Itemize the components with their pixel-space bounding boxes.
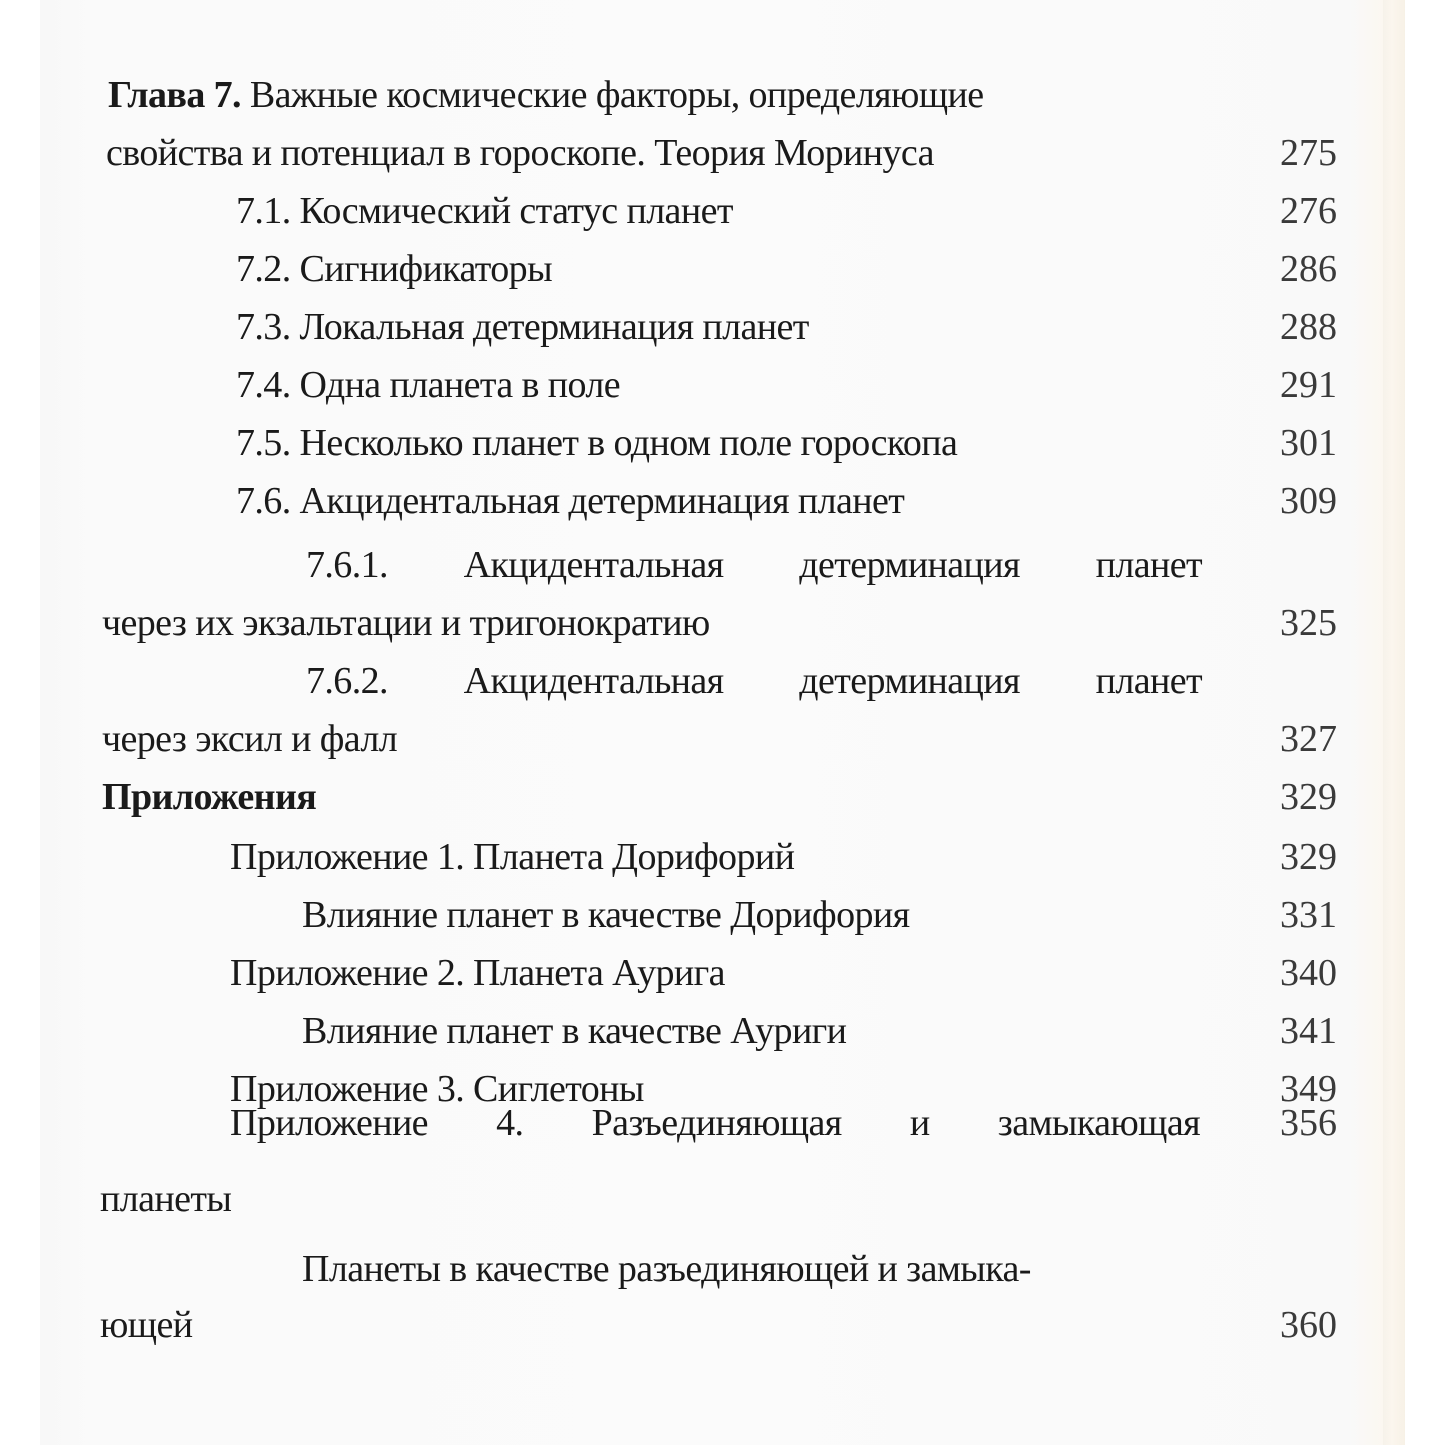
toc-entry-7-6-1-cont <box>40 594 1405 652</box>
appendices-heading: Приложения <box>102 776 317 818</box>
toc-entry-7-1 <box>40 182 1405 240</box>
page-number: 327 <box>1280 718 1337 760</box>
toc-entry-7-3 <box>40 298 1405 356</box>
toc-entry-appendix-1 <box>40 828 1405 886</box>
page-number: 329 <box>1280 776 1337 818</box>
book-page <box>40 0 1405 1445</box>
entry-title: Влияние планет в качестве Дорифория <box>302 894 910 936</box>
toc-entry-7-5 <box>40 414 1405 472</box>
entry-title: 7.1. Космический статус планет <box>236 190 733 232</box>
chapter-title-cont: свойства и потенциал в гороскопе. Теория Моринуса <box>106 132 934 174</box>
entry-title: 7.4. Одна планета в поле <box>236 364 620 406</box>
toc-entry-appendices <box>40 768 1405 826</box>
entry-title: Приложение 4. Разъединяющая и замыкающая <box>230 1102 1200 1144</box>
page-number: 356 <box>1280 1102 1337 1144</box>
chapter-title: Важные космические факторы, определяющие <box>249 74 984 116</box>
toc-entry-appendix-2-sub <box>40 1002 1405 1060</box>
page-number: 275 <box>1280 132 1337 174</box>
page-number: 288 <box>1280 306 1337 348</box>
toc-entry-7-6-2 <box>40 652 1405 710</box>
entry-title: Приложение 2. Планета Аурига <box>230 952 725 994</box>
page-number: 329 <box>1280 836 1337 878</box>
page-number: 360 <box>1280 1304 1337 1346</box>
entry-title: 7.2. Сигнификаторы <box>236 248 553 290</box>
page-number: 276 <box>1280 190 1337 232</box>
page-number: 309 <box>1280 480 1337 522</box>
chapter-label: Глава 7. <box>108 74 241 116</box>
toc-entry-7-4 <box>40 356 1405 414</box>
entry-title: 7.6.1. Акцидентальная детерминация планет <box>306 544 1202 586</box>
entry-title: 7.5. Несколько планет в одном поле гороскопа <box>236 422 958 464</box>
entry-title-cont: планеты <box>100 1178 232 1220</box>
entry-title: Приложение 3. Сиглетоны <box>230 1068 644 1110</box>
toc-entry-appendix-4 <box>40 1094 1405 1152</box>
entry-title-cont: через эксил и фалл <box>102 718 398 760</box>
toc-entry-7-6-1 <box>40 536 1405 594</box>
entry-title: 7.6.2. Акцидентальная детерминация планет <box>306 660 1202 702</box>
entry-title-cont: через их экзальтации и тригонократию <box>102 602 710 644</box>
toc-entry-7-6 <box>40 472 1405 530</box>
page-number: 301 <box>1280 422 1337 464</box>
entry-title-cont: ющей <box>100 1304 193 1346</box>
entry-title: Влияние планет в качестве Ауриги <box>302 1010 847 1052</box>
toc-entry-chapter-7 <box>40 66 1405 124</box>
page-number: 341 <box>1280 1010 1337 1052</box>
toc-entry-appendix-4-sub-cont <box>40 1296 1405 1354</box>
toc-entry-7-6-2-cont <box>40 710 1405 768</box>
toc-entry-appendix-4-sub <box>40 1240 1405 1298</box>
toc-entry-chapter-7-cont <box>40 124 1405 182</box>
toc-entry-appendix-4-cont <box>40 1170 1405 1228</box>
page-number: 349 <box>1280 1068 1337 1110</box>
entry-title: 7.6. Акцидентальная детерминация планет <box>236 480 905 522</box>
table-of-contents <box>40 0 1405 1445</box>
page-number: 331 <box>1280 894 1337 936</box>
page-number: 325 <box>1280 602 1337 644</box>
entry-title: Приложение 1. Планета Дорифорий <box>230 836 795 878</box>
page-number: 291 <box>1280 364 1337 406</box>
entry-title: 7.3. Локальная детерминация планет <box>236 306 809 348</box>
page-number: 286 <box>1280 248 1337 290</box>
toc-entry-appendix-1-sub <box>40 886 1405 944</box>
entry-title: Планеты в качестве разъединяющей и замыка- <box>302 1248 1031 1290</box>
page-number: 340 <box>1280 952 1337 994</box>
toc-entry-appendix-2 <box>40 944 1405 1002</box>
toc-entry-7-2 <box>40 240 1405 298</box>
